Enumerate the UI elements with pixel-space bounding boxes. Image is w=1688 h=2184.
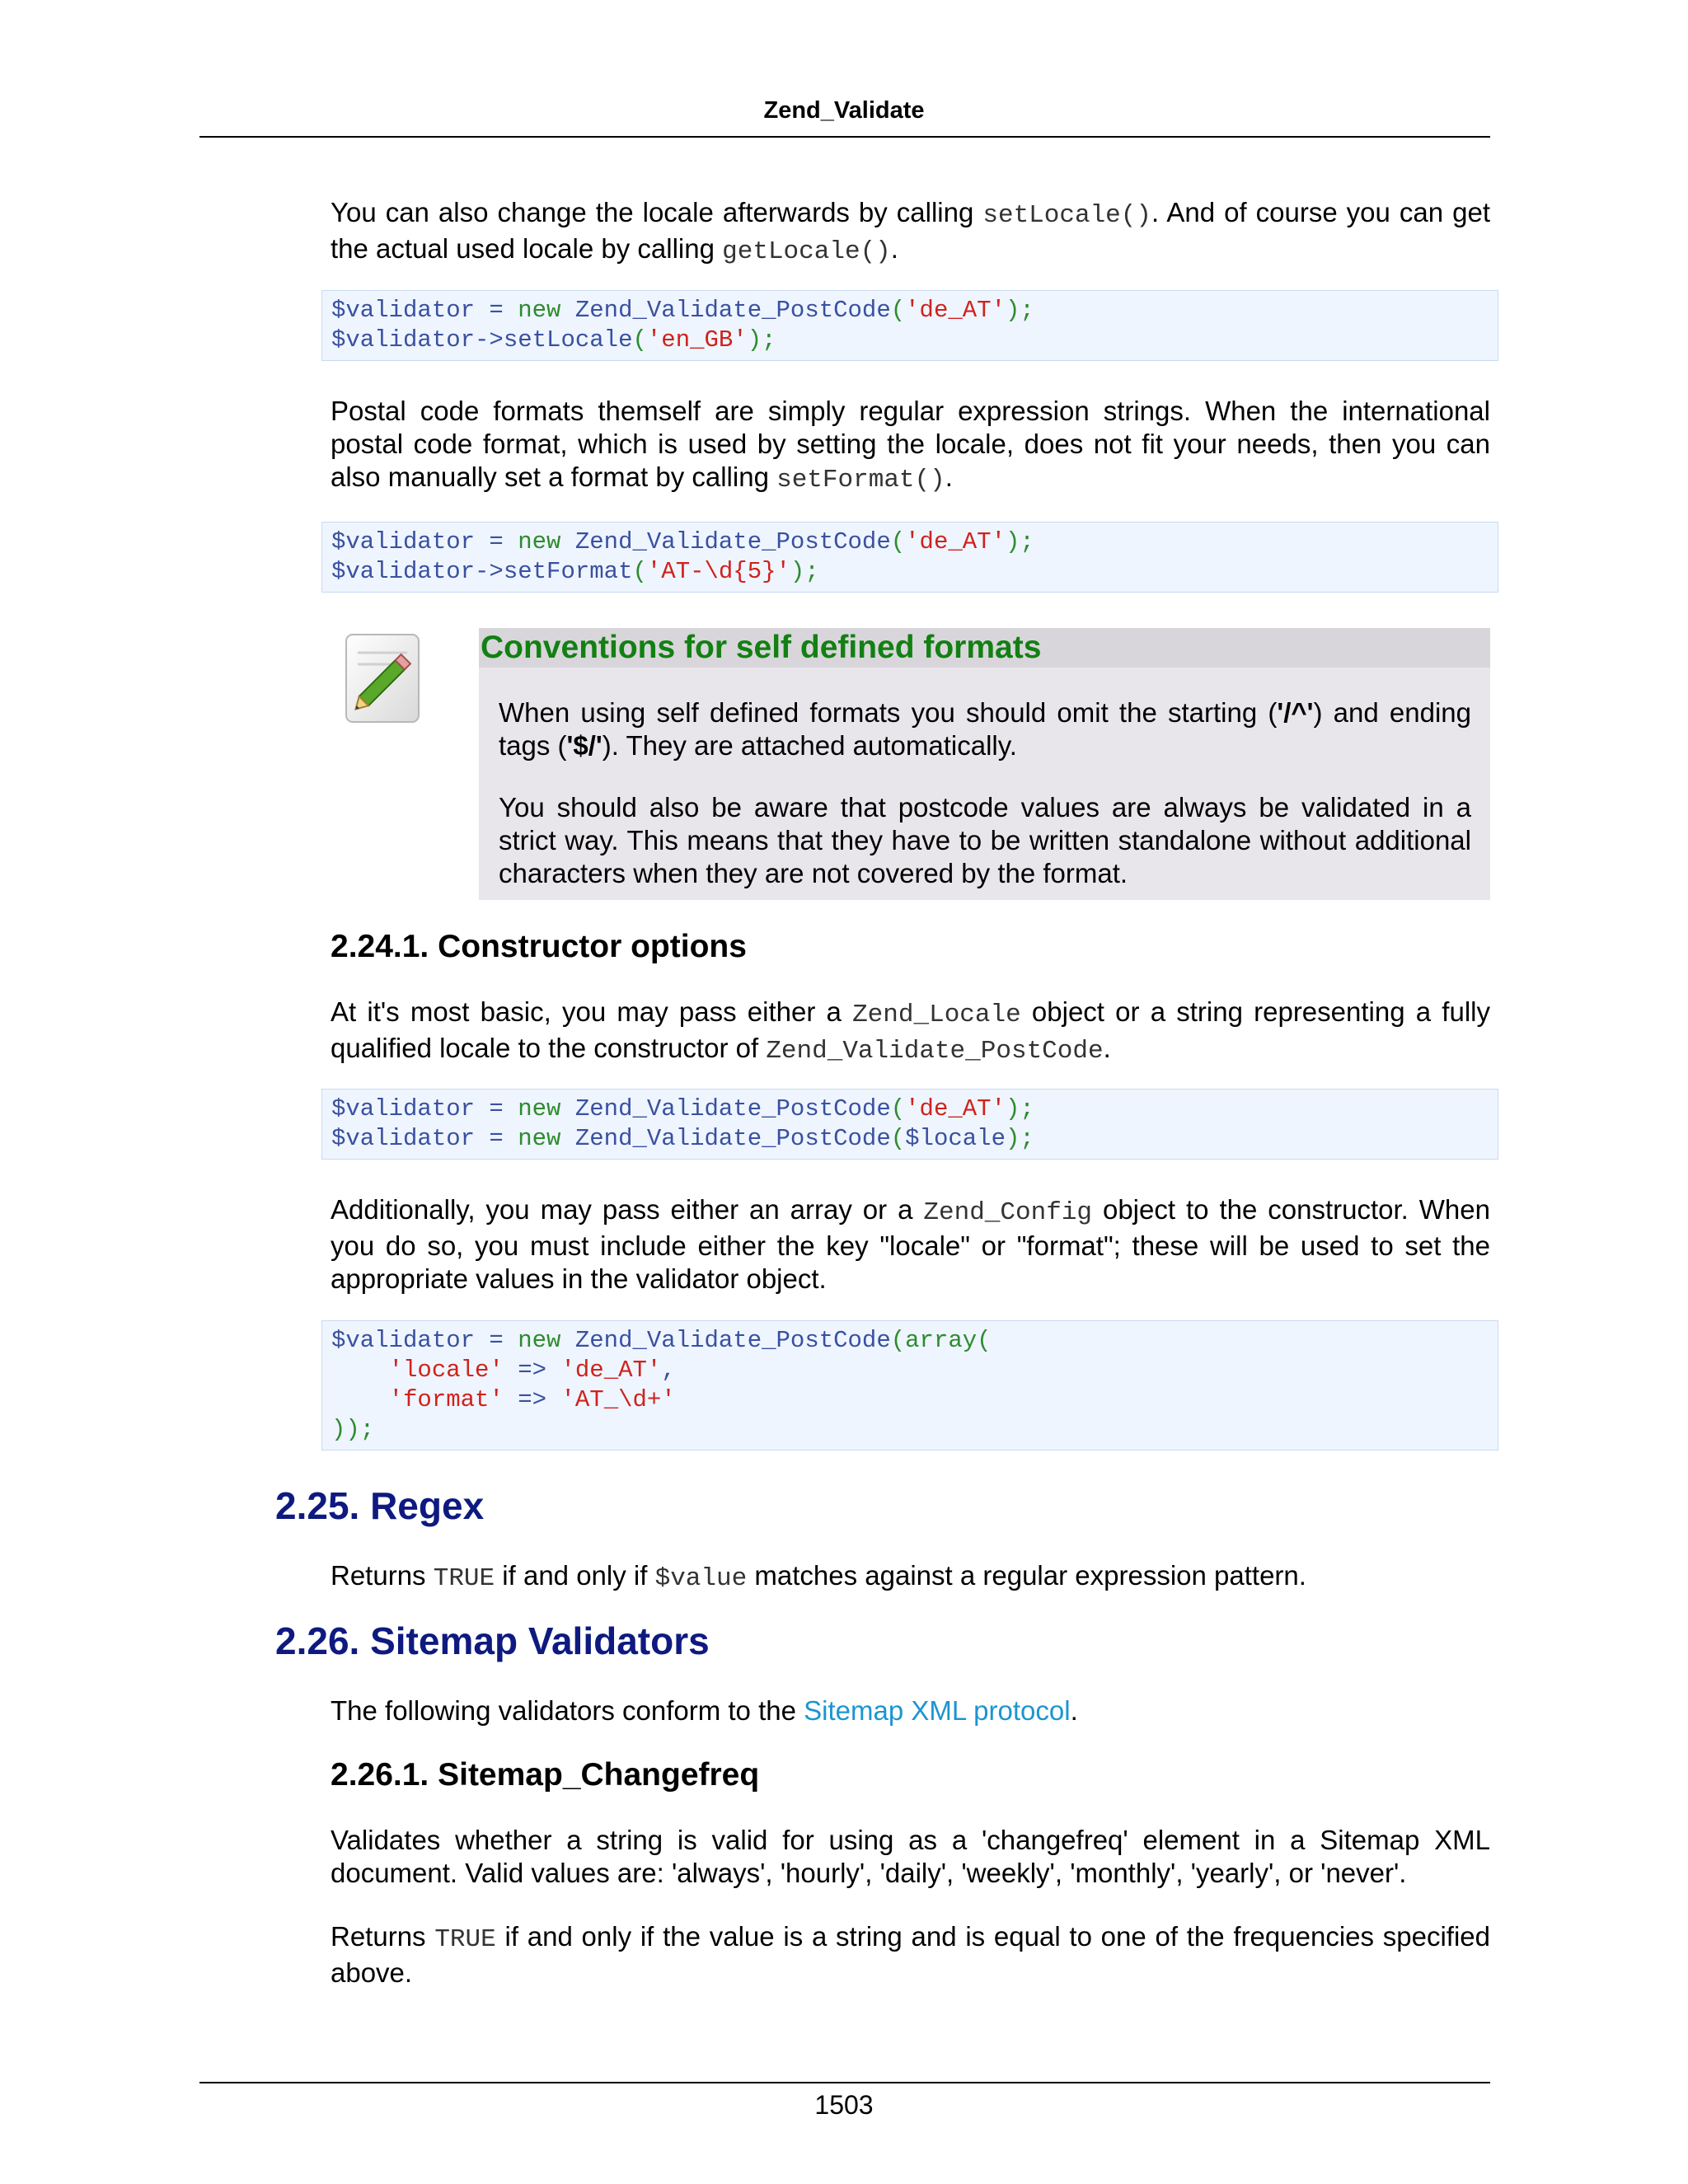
sitemap-protocol-link[interactable]: Sitemap XML protocol bbox=[804, 1695, 1071, 1726]
paragraph-changefreq-returns: Returns TRUE if and only if the value is a string and is equal to one of the frequencies specified above. bbox=[331, 1921, 1490, 1988]
section-heading-2-26: 2.26. Sitemap Validators bbox=[275, 1619, 710, 1662]
code-inline: Zend_Validate_PostCode bbox=[766, 1037, 1104, 1066]
paragraph-constructor-basic: At it's most basic, you may pass either a Zend_Locale object or a string representing a fully qualified locale to the constructor of Zend_Validate_PostCode. bbox=[331, 996, 1490, 1066]
code-inline: getLocale() bbox=[722, 237, 891, 266]
code-inline: Zend_Config bbox=[923, 1198, 1093, 1227]
code-block-set-locale: $validator = new Zend_Validate_PostCode('de_AT'); $validator->setLocale('en_GB'); bbox=[321, 290, 1498, 361]
page-header-title: Zend_Validate bbox=[763, 97, 925, 124]
note-paragraph-tags: When using self defined formats you should omit the starting ('/^') and ending tags ('$/'). They are attached automatically. bbox=[499, 697, 1471, 761]
note-paragraph-strict: You should also be aware that postcode values are always be validated in a strict way. This means that they have to be written standalone without additional characters when they are not covered by the format. bbox=[499, 792, 1471, 888]
code-block-set-format: $validator = new Zend_Validate_PostCode('de_AT'); $validator->setFormat('AT-\d{5}'); bbox=[321, 522, 1498, 593]
header-rule bbox=[199, 136, 1490, 138]
code-inline: TRUE bbox=[434, 1925, 496, 1954]
paragraph-constructor-array: Additionally, you may pass either an array or a Zend_Config object to the constructor. When you do so, you must include either the key "locale" or "format"; these will be used to set the appropriate values in the validator object. bbox=[331, 1194, 1490, 1294]
paragraph-set-locale: You can also change the locale afterwards by calling setLocale(). And of course you can get the actual used locale by calling getLocale(). bbox=[331, 197, 1490, 266]
code-inline: $value bbox=[654, 1564, 748, 1593]
paragraph-regex: Returns TRUE if and only if $value matches against a regular expression pattern. bbox=[331, 1560, 1306, 1593]
pencil-note-icon bbox=[338, 631, 427, 729]
section-heading-2-26-1: 2.26.1. Sitemap_Changefreq bbox=[331, 1757, 760, 1793]
section-heading-2-24-1: 2.24.1. Constructor options bbox=[331, 929, 747, 964]
footer-rule bbox=[199, 2082, 1490, 2083]
code-inline: TRUE bbox=[433, 1564, 495, 1593]
code-block-constructor: $validator = new Zend_Validate_PostCode('de_AT'); $validator = new Zend_Validate_PostCode($locale); bbox=[321, 1089, 1498, 1160]
paragraph-sitemap-intro: The following validators conform to the Sitemap XML protocol. bbox=[331, 1695, 1078, 1726]
code-inline: setLocale() bbox=[982, 201, 1151, 230]
code-block-array-options: $validator = new Zend_Validate_PostCode(array( 'locale' => 'de_AT', 'format' => 'AT_\d+' )); bbox=[321, 1320, 1498, 1451]
code-inline: Zend_Locale bbox=[852, 1001, 1021, 1029]
paragraph-postal-formats: Postal code formats themself are simply regular expression strings. When the international postal code format, which is used by setting the locale, does not fit your needs, then you can also manually set a format by calling setFormat(). bbox=[331, 396, 1490, 494]
code-inline: setFormat() bbox=[776, 466, 945, 494]
page-number: 1503 bbox=[814, 2090, 874, 2120]
note-title: Conventions for self defined formats bbox=[479, 628, 1490, 668]
section-heading-2-25: 2.25. Regex bbox=[275, 1484, 485, 1527]
paragraph-changefreq: Validates whether a string is valid for using as a 'changefreq' element in a Sitemap XML document. Valid values are: 'always', 'hourly', 'daily', 'weekly', 'monthly', 'yearly', or 'never'. bbox=[331, 1825, 1490, 1888]
